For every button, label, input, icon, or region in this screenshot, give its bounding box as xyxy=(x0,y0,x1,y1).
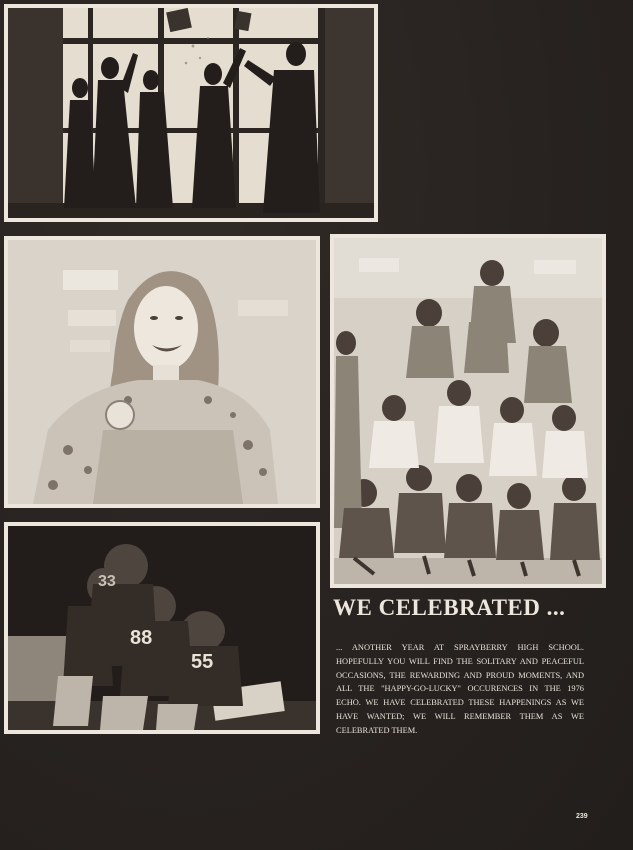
photo-football-players xyxy=(4,522,320,734)
football-scene xyxy=(8,526,316,730)
jersey-number-88: 88 xyxy=(130,627,153,649)
jersey-number-55: 55 xyxy=(191,651,214,673)
portrait-scene xyxy=(8,240,316,504)
window-scene xyxy=(8,8,374,218)
jersey-number-33: 33 xyxy=(98,573,116,590)
photo-human-pyramid xyxy=(330,234,606,588)
photo-students-at-window xyxy=(4,4,378,222)
caption-paragraph: ... ANOTHER YEAR AT SPRAYBERRY HIGH SCHOOL. HOPEFULLY YOU WILL FIND THE SOLITARY AND PEACEFUL OCCASIONS, THE REWARDING AND PROUD MOMENTS, AND ALL THE "HAPPY-GO-LUCKY" OCCURENCES IN THE 1976 ECHO. WE HAVE CELEBRATED THESE HAPPENINGS AS WE HAVE WANTED; WE WILL REMEMBER THEM AS WE CELEBRATED THEM. xyxy=(336,643,584,735)
page-headline: WE CELEBRATED ... xyxy=(333,595,566,620)
page-number: 239 xyxy=(576,813,588,820)
photo-smiling-student xyxy=(4,236,320,508)
pyramid-scene xyxy=(334,238,602,584)
